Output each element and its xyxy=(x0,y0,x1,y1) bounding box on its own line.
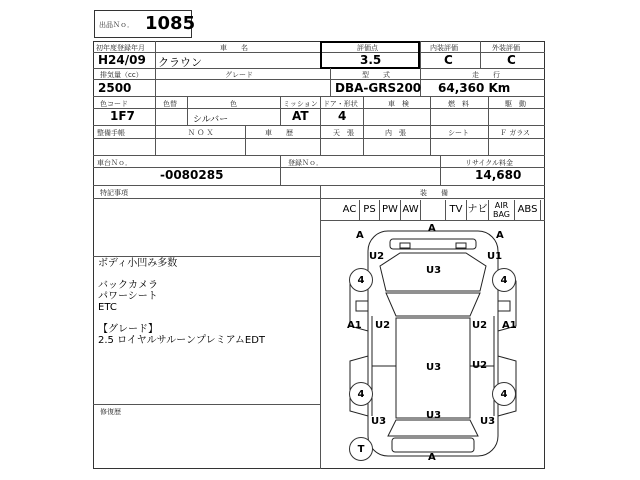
damage-mark: U2 xyxy=(369,251,385,262)
equipment-header: 装 備 xyxy=(420,189,448,197)
fuel-label: 燃 料 xyxy=(448,100,469,108)
equipment-item: AW xyxy=(401,200,421,220)
damage-mark: U3 xyxy=(426,265,442,276)
damage-mark: U3 xyxy=(426,362,442,373)
year-label: 初年度登録年月 xyxy=(96,44,145,52)
tire-mark: 4 xyxy=(349,382,373,406)
damage-mark: U3 xyxy=(480,416,496,427)
note-line xyxy=(98,269,318,280)
color-code: 1F7 xyxy=(110,109,135,123)
interior-grade-label: 内装評価 xyxy=(430,44,458,52)
name-label: 車 名 xyxy=(220,44,248,52)
exterior-grade: C xyxy=(507,53,516,67)
car-name: クラウン xyxy=(158,56,202,69)
drive-label: 駆 動 xyxy=(505,100,526,108)
damage-mark: A xyxy=(428,452,436,463)
model-label: 型 式 xyxy=(362,71,390,79)
tire-mark: 4 xyxy=(349,268,373,292)
car-diagram xyxy=(320,221,545,469)
tire-mark: T xyxy=(349,437,373,461)
grade-label: グレード xyxy=(225,71,253,79)
chassis-number: -0080285 xyxy=(160,168,224,182)
equipment-item: PS xyxy=(360,200,380,220)
nox-label: Ｎ Ｏ Ｘ xyxy=(188,129,214,137)
color-change-label: 色替 xyxy=(163,100,177,108)
interior-trim-label: 内 張 xyxy=(385,129,406,137)
glass-label: Ｆ ガラス xyxy=(500,129,531,137)
note-line: 【グレード】 xyxy=(98,324,158,335)
tire-mark: 4 xyxy=(492,268,516,292)
note-line: ボディ小凹み多数 xyxy=(98,258,178,269)
damage-mark: A xyxy=(356,230,364,241)
roof-label: 天 張 xyxy=(333,129,354,137)
exterior-grade-label: 外装評価 xyxy=(492,44,520,52)
mission-label: ミッション xyxy=(283,100,318,108)
mileage-label: 走 行 xyxy=(472,71,500,79)
equipment-item: AC xyxy=(340,200,360,220)
equipment-item xyxy=(421,200,446,220)
note-line: ETC xyxy=(98,302,117,313)
notes-body xyxy=(98,258,318,346)
doors: 4 xyxy=(338,109,347,123)
damage-mark: U3 xyxy=(426,410,442,421)
damage-mark: A xyxy=(496,230,504,241)
damage-mark: U2 xyxy=(375,320,391,331)
equipment-item: ナビ xyxy=(467,200,489,220)
equipment-item: ABS xyxy=(515,200,541,220)
lot-number-box xyxy=(94,10,196,38)
damage-mark: U3 xyxy=(371,416,387,427)
damage-mark: A1 xyxy=(347,320,362,331)
mission: AT xyxy=(292,109,309,123)
recycle-label: リサイクル料金 xyxy=(465,159,514,167)
notes-header: 特記事項 xyxy=(100,189,128,197)
score: 3.5 xyxy=(360,53,382,67)
interior-grade: C xyxy=(444,53,453,67)
cc-label: 排気量（cc） xyxy=(100,71,143,79)
damage-mark: A xyxy=(428,223,436,234)
history-label: 車 歴 xyxy=(265,129,293,137)
color-code-label: 色コード xyxy=(100,100,128,108)
mileage: 64,360 Km xyxy=(438,81,511,95)
equipment-item: PW xyxy=(380,200,401,220)
registration-label: 登録Ｎｏ． xyxy=(288,159,323,167)
lot-number: 1085 xyxy=(145,13,196,34)
door-label: ドア・形状 xyxy=(323,100,358,108)
manual-label: 整備手帳 xyxy=(97,129,125,137)
chassis-label: 車台Ｎｏ． xyxy=(97,159,132,167)
equipment-item: TV xyxy=(446,200,467,220)
engine-cc: 2500 xyxy=(98,81,132,95)
note-line xyxy=(98,313,318,324)
lot-number-label: 出品Ｎｏ． xyxy=(99,21,134,29)
color: シルバー xyxy=(193,115,229,125)
damage-mark: U1 xyxy=(487,251,503,262)
damage-mark: U2 xyxy=(472,360,488,371)
first-registration: H24/09 xyxy=(98,53,146,67)
color-label: 色 xyxy=(230,100,237,108)
inspection-label: 車 検 xyxy=(388,100,409,108)
note-line: バックカメラ xyxy=(98,280,158,291)
score-label: 評価点 xyxy=(357,44,378,52)
repair-history-label: 修復歴 xyxy=(100,408,121,416)
note-line: 2.5 ロイヤルサルーンプレミアムEDT xyxy=(98,335,266,346)
damage-mark: U2 xyxy=(472,320,488,331)
seat-label: シート xyxy=(448,129,469,137)
model-code: DBA-GRS200 xyxy=(335,81,422,95)
equipment-item: AIR BAG xyxy=(489,200,515,220)
damage-mark: A1 xyxy=(502,320,517,331)
recycle-fee: 14,680 xyxy=(475,168,522,182)
tire-mark: 4 xyxy=(492,382,516,406)
note-line: パワーシート xyxy=(98,291,158,302)
